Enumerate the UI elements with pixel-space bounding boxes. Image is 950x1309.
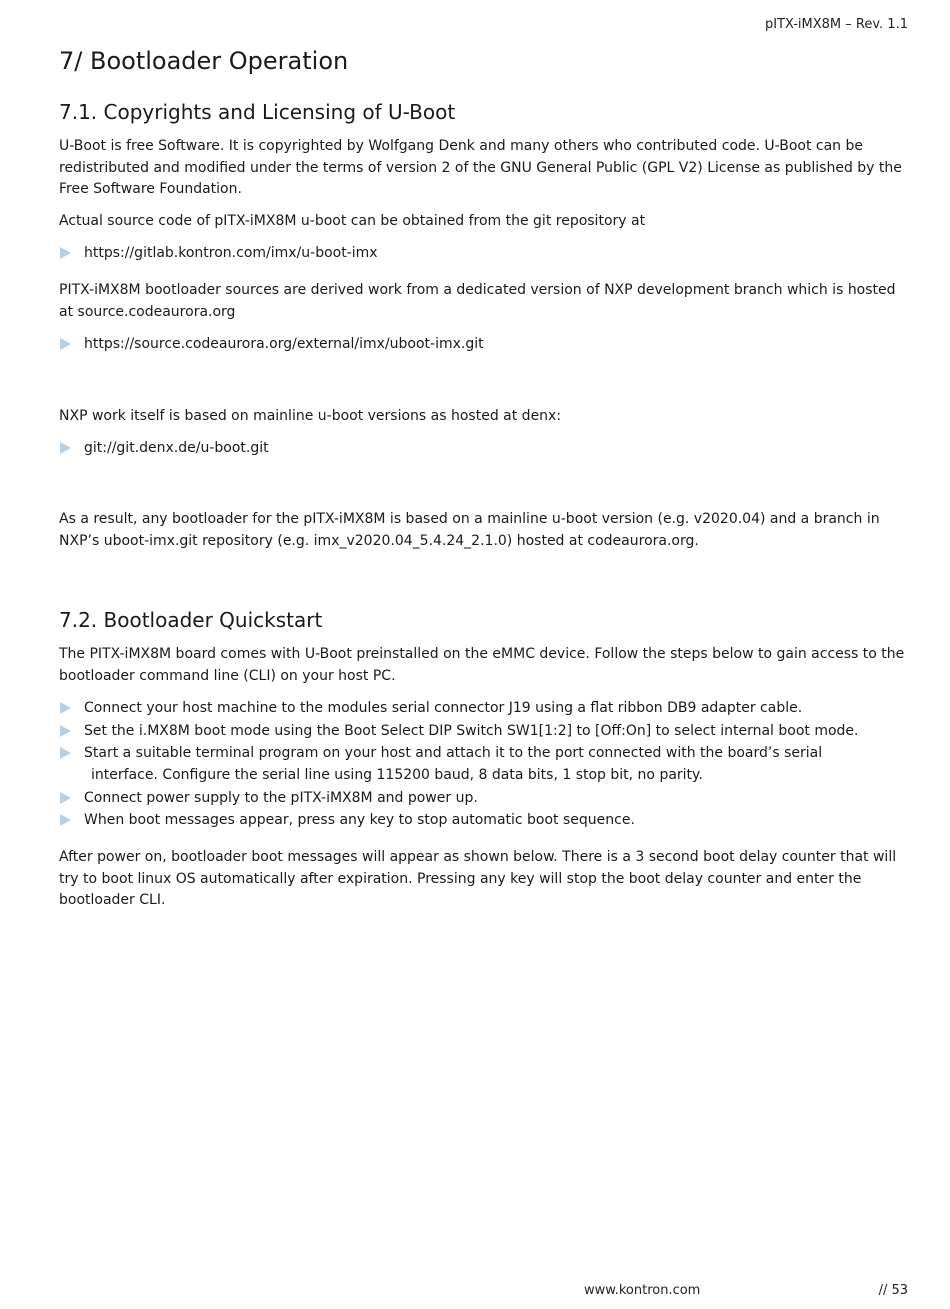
list-item bbox=[59, 809, 911, 831]
step-text: Connect power supply to the pITX-iMX8M and power up. bbox=[84, 789, 478, 806]
triangle-right-icon bbox=[60, 725, 71, 737]
repo-link-codeaurora[interactable]: https://source.codeaurora.org/external/imx/uboot-imx.git bbox=[84, 336, 484, 353]
step-text: Set the i.MX8M boot mode using the Boot Select DIP Switch SW1[1:2] to [Off:On] to select internal boot mode. bbox=[84, 722, 859, 739]
spacer bbox=[59, 562, 911, 606]
list-item bbox=[59, 720, 911, 742]
repo-list-kontron bbox=[59, 242, 911, 264]
step-text: Start a suitable terminal program on your host and attach it to the port connected with the board’s serial bbox=[84, 744, 823, 761]
triangle-right-icon bbox=[60, 792, 71, 804]
list-item bbox=[59, 242, 911, 264]
licensing-paragraph-2: Actual source code of pITX-iMX8M u-boot can be obtained from the git repository at bbox=[59, 212, 646, 229]
list-item bbox=[59, 437, 911, 459]
quickstart-steps-list bbox=[59, 697, 911, 831]
repo-list-codeaurora bbox=[59, 333, 911, 355]
section-title-quickstart: 7.2. Bootloader Quickstart bbox=[59, 608, 323, 633]
section-title-licensing: 7.1. Copyrights and Licensing of U-Boot bbox=[59, 100, 456, 124]
step-text: When boot messages appear, press any key to stop automatic boot sequence. bbox=[84, 811, 635, 828]
step-text: Connect your host machine to the modules serial connector J19 using a flat ribbon DB9 adapter cable. bbox=[84, 700, 803, 717]
footer-website: www.kontron.com bbox=[584, 1283, 701, 1298]
footer-page-number: // 53 bbox=[878, 1283, 908, 1298]
triangle-right-icon bbox=[60, 747, 71, 759]
triangle-right-icon bbox=[60, 338, 71, 350]
list-item bbox=[59, 697, 911, 719]
licensing-paragraph-1: U-Boot is free Software. It is copyrighted by Wolfgang Denk and many others who contributed code. U-Boot can be redistributed and modified under the terms of version 2 of the GNU General Public (GPL V2) License as published by the Free Software Foundation. bbox=[59, 138, 902, 197]
triangle-right-icon bbox=[60, 702, 71, 714]
page-header-doc-title: pITX-iMX8M – Rev. 1.1 bbox=[764, 17, 908, 32]
triangle-right-icon bbox=[60, 247, 71, 259]
licensing-paragraph-3: PITX-iMX8M bootloader sources are derived work from a dedicated version of NXP development branch which is hosted at source.codeaurora.org bbox=[59, 282, 896, 320]
page-content bbox=[59, 44, 911, 922]
list-item bbox=[59, 333, 911, 355]
list-item bbox=[59, 787, 911, 809]
chapter-title: 7/ Bootloader Operation bbox=[59, 47, 349, 75]
spacer bbox=[59, 372, 911, 406]
licensing-paragraph-5: As a result, any bootloader for the pITX-iMX8M is based on a mainline u-boot version (e.g. v2020.04) and a branch in NXP’s uboot-imx.git repository (e.g. imx_v2020.04_5.4.24_2.1.0) hosted at codeaurora.org. bbox=[59, 511, 880, 549]
quickstart-paragraph-1: The PITX-iMX8M board comes with U-Boot preinstalled on the eMMC device. Follow the steps below to gain access to the bootloader command line (CLI) on your host PC. bbox=[59, 646, 905, 684]
repo-link-kontron[interactable]: https://gitlab.kontron.com/imx/u-boot-imx bbox=[84, 245, 378, 261]
triangle-right-icon bbox=[60, 442, 71, 454]
spacer bbox=[59, 475, 911, 509]
step-text-continuation: interface. Configure the serial line using 115200 baud, 8 data bits, 1 stop bit, no parity. bbox=[91, 767, 703, 784]
repo-link-denx[interactable]: git://git.denx.de/u-boot.git bbox=[84, 440, 269, 457]
triangle-right-icon bbox=[60, 814, 71, 826]
list-item bbox=[59, 742, 911, 787]
licensing-paragraph-4: NXP work itself is based on mainline u-boot versions as hosted at denx: bbox=[59, 407, 562, 424]
quickstart-paragraph-2: After power on, bootloader boot messages will appear as shown below. There is a 3 second boot delay counter that will try to boot linux OS automatically after expiration. Pressing any key will stop the boot delay counter and enter the bootloader CLI. bbox=[59, 849, 897, 909]
repo-list-denx bbox=[59, 437, 911, 459]
